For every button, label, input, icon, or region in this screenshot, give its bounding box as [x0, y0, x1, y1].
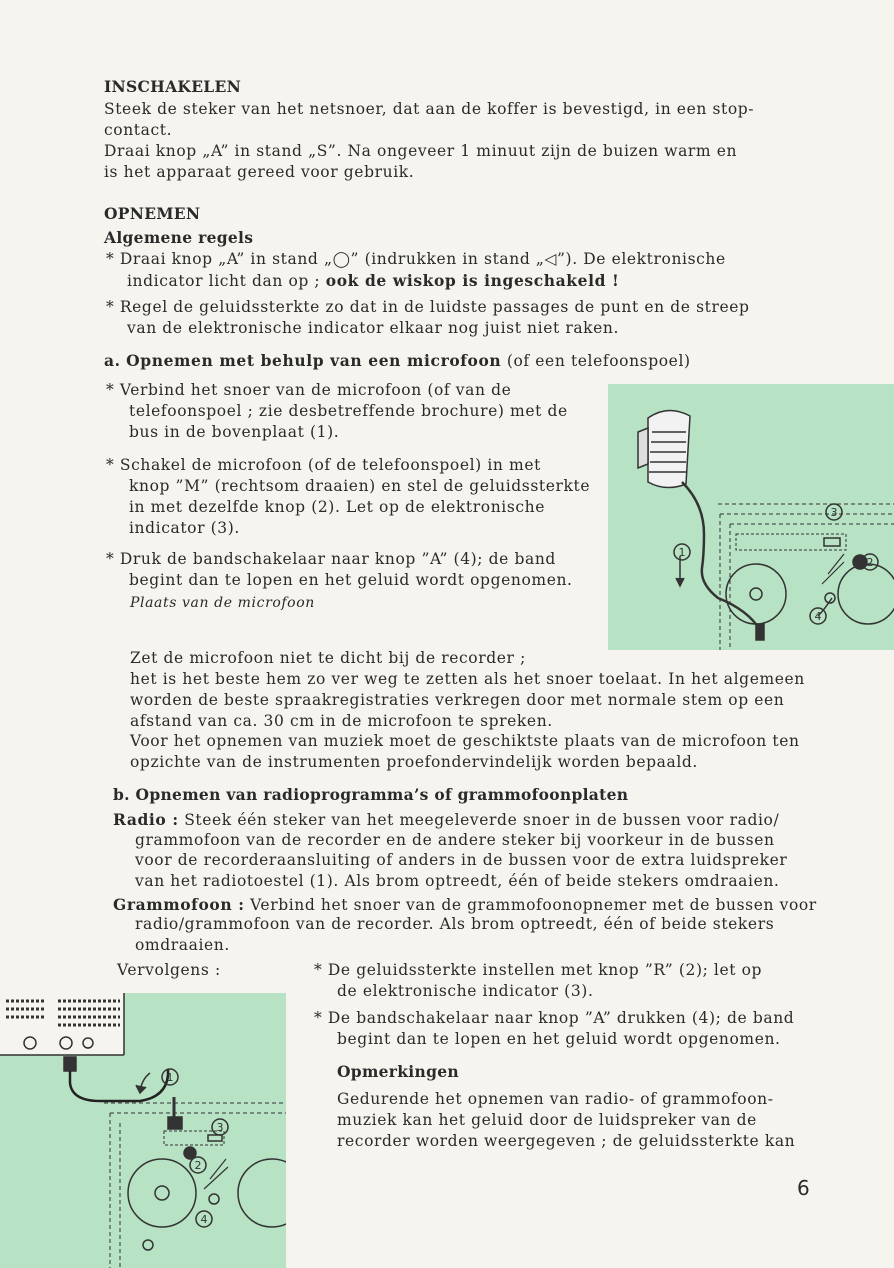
section-prefix: a.	[104, 351, 121, 370]
rule-text: indicator licht dan op ;	[127, 272, 321, 290]
body-line: Steek de steker van het netsnoer, dat aan de koffer is bevestigd, in een stop-	[104, 100, 755, 118]
step-line: knop ”M” (rechtsom draaien) en stel de geluidssterkte	[129, 477, 591, 495]
grammofoon-text: Verbind het snoer van de grammofoonopnemer met de bussen voor	[250, 896, 817, 914]
radio-label: Radio :	[113, 810, 179, 829]
body-line: van het radiotoestel (1). Als brom optreedt, één of beide stekers omdraaien.	[135, 872, 780, 890]
heading-opnemen: OPNEMEN	[104, 204, 201, 223]
microphone-figure	[608, 384, 894, 650]
step-line: * Druk de bandschakelaar naar knop ”A” (4); de band	[106, 550, 556, 568]
rule-line	[127, 270, 619, 292]
body-line	[113, 894, 817, 916]
body-line: Voor het opnemen van muziek moet de geschiktste plaats van de microfoon ten	[130, 732, 800, 750]
section-title: Opnemen met behulp van een microfoon	[126, 351, 502, 370]
body-line: Zet de microfoon niet te dicht bij de recorder ;	[130, 649, 526, 667]
step-line: de elektronische indicator (3).	[337, 982, 594, 1000]
step-line: telefoonspoel ; zie desbetreffende brochure) met de	[129, 402, 568, 420]
radio-label-3: 3	[216, 1121, 224, 1134]
step-line: indicator (3).	[129, 519, 240, 537]
radio-label-1: 1	[166, 1071, 174, 1084]
body-line: afstand van ca. 30 cm in de microfoon te spreken.	[130, 712, 553, 730]
mic-label-1: 1	[678, 546, 686, 559]
step-line: begint dan te lopen en het geluid wordt opgenomen.	[337, 1030, 781, 1048]
step-line: begint dan te lopen en het geluid wordt opgenomen.	[129, 571, 573, 589]
grammofoon-label: Grammofoon :	[113, 895, 245, 914]
mic-label-3: 3	[830, 506, 838, 519]
vervolgens-label: Vervolgens :	[117, 961, 221, 979]
step-line: in met dezelfde knop (2). Let op de elektronische	[129, 498, 546, 516]
step-line: * Schakel de microfoon (of de telefoonspoel) in met	[106, 456, 541, 474]
body-line: omdraaien.	[135, 936, 230, 954]
step-line: * De bandschakelaar naar knop ”A” drukken (4); de band	[314, 1009, 795, 1027]
section-a-heading	[104, 350, 691, 372]
body-line: Gedurende het opnemen van radio- of grammofoon-	[337, 1090, 774, 1108]
radio-figure	[0, 993, 286, 1268]
radio-label-2: 2	[194, 1159, 202, 1172]
body-line: recorder worden weergegeven ; de geluidssterkte kan	[337, 1132, 796, 1150]
body-line: voor de recorderaansluiting of anders in de bussen voor de extra luidspreker	[135, 851, 788, 869]
page-number: 6	[797, 1176, 810, 1200]
step-line: bus in de bovenplaat (1).	[129, 423, 340, 441]
rule-line: van de elektronische indicator elkaar nog juist niet raken.	[127, 319, 620, 337]
radio-connection-diagram	[0, 993, 286, 1268]
body-line: Draai knop „A” in stand „S”. Na ongeveer 1 minuut zijn de buizen warm en	[104, 142, 738, 160]
section-b-heading: b. Opnemen van radioprogramma’s of grammofoonplaten	[113, 785, 629, 804]
microphone-diagram	[608, 384, 894, 650]
body-line: grammofoon van de recorder en de andere steker bij voorkeur in de bussen	[135, 831, 775, 849]
mic-label-2: 2	[866, 556, 874, 569]
body-line: het is het beste hem zo ver weg te zetten als het snoer toelaat. In het algemeen	[130, 670, 805, 688]
body-line: muziek kan het geluid door de luidspreker van de	[337, 1111, 757, 1129]
mic-label-4: 4	[814, 610, 822, 623]
heading-inschakelen: INSCHAKELEN	[104, 77, 242, 96]
radio-text: Steek één steker van het meegeleverde snoer in de bussen voor radio/	[184, 811, 780, 829]
rule-line: * Regel de geluidssterkte zo dat in de luidste passages de punt en de streep	[106, 298, 750, 316]
body-line: contact.	[104, 121, 173, 139]
body-line: worden de beste spraakregistraties verkregen door met normale stem op een	[130, 691, 785, 709]
step-line: * Verbind het snoer van de microfoon (of van de	[106, 381, 512, 399]
section-suffix: (of een telefoonspoel)	[506, 352, 691, 370]
body-line: opzichte van de instrumenten proefondervindelijk worden bepaald.	[130, 753, 698, 771]
body-line	[113, 809, 779, 831]
step-line: * De geluidssterkte instellen met knop ”R” (2); let op	[314, 961, 763, 979]
rule-line: * Draai knop „A” in stand „◯” (indrukken in stand „◁”). De elektronische	[106, 250, 726, 268]
figure-caption: Plaats van de microfoon	[130, 595, 315, 611]
radio-label-4: 4	[200, 1213, 208, 1226]
subheading-algemene-regels: Algemene regels	[104, 228, 254, 247]
body-line: is het apparaat gereed voor gebruik.	[104, 163, 415, 181]
body-line: radio/grammofoon van de recorder. Als brom optreedt, één of beide stekers	[135, 915, 775, 933]
remarks-heading: Opmerkingen	[337, 1062, 459, 1081]
rule-bold-text: ook de wiskop is ingeschakeld !	[325, 271, 620, 290]
